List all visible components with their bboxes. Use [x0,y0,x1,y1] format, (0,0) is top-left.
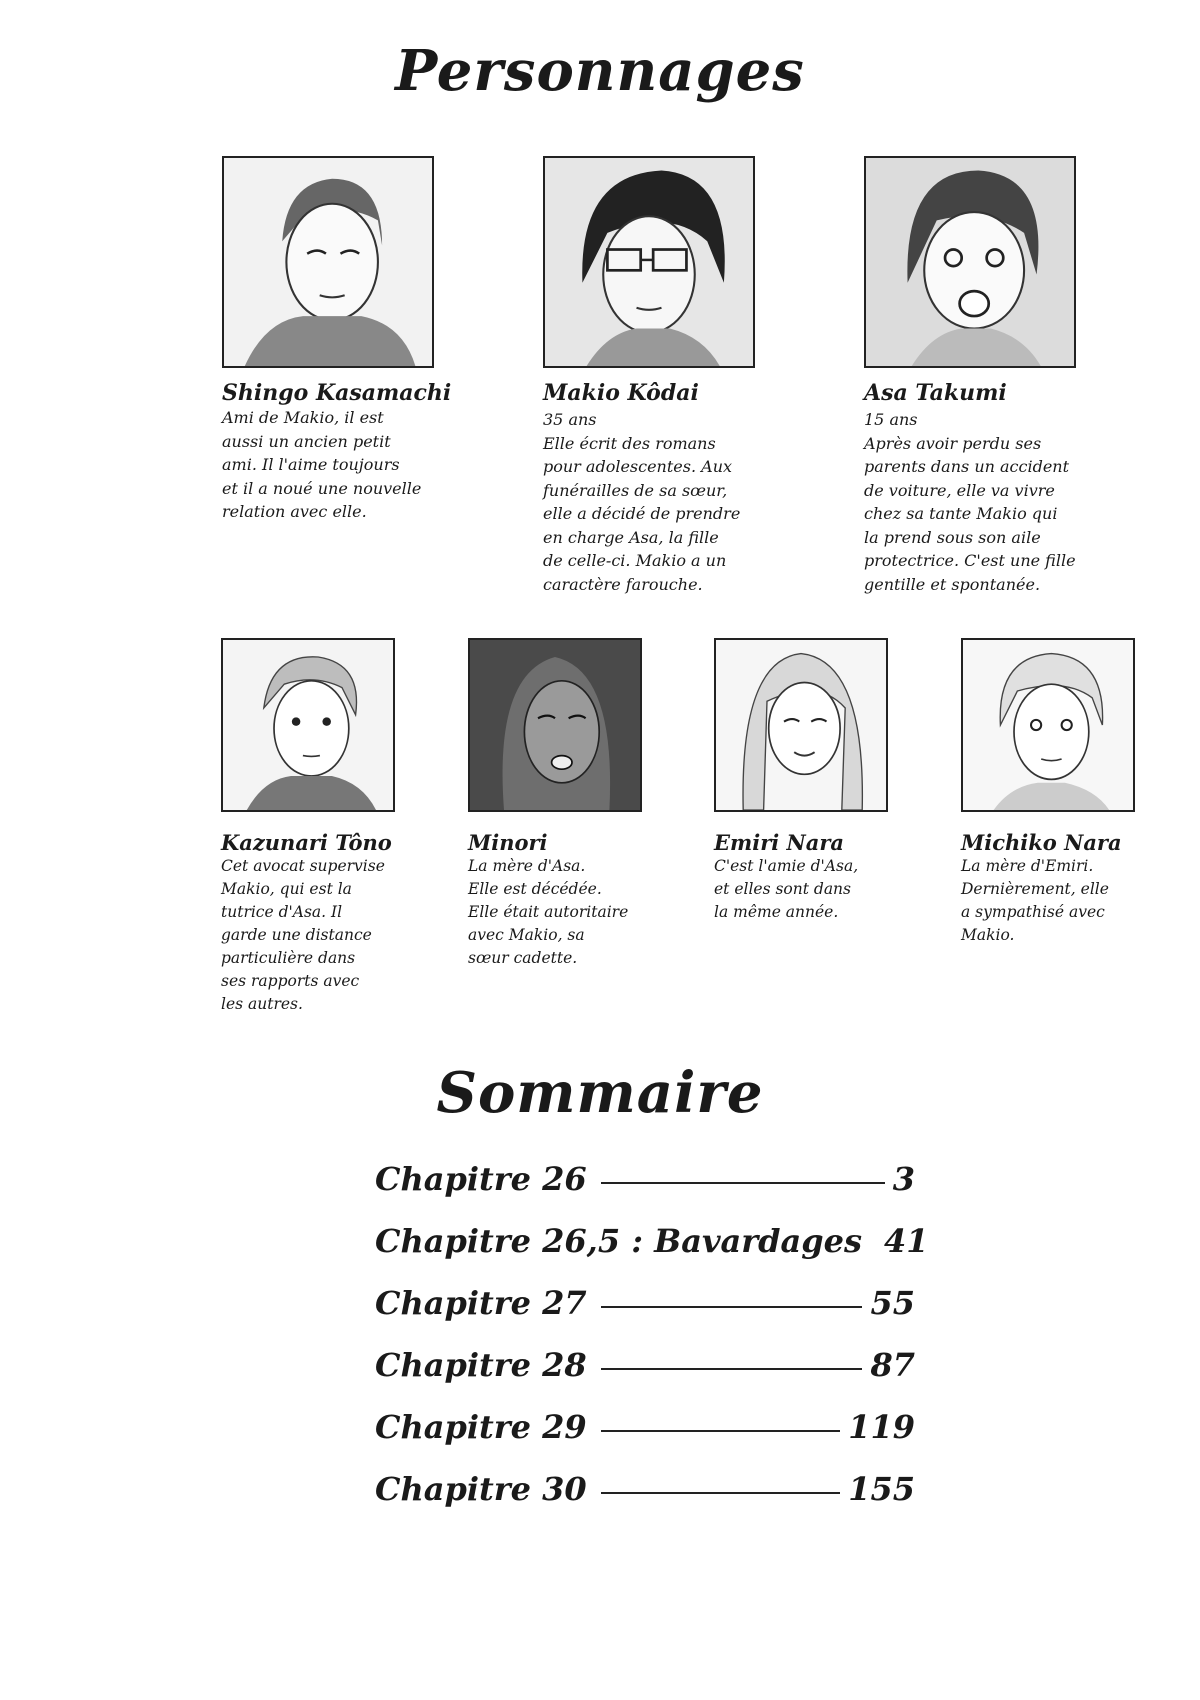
woman-dark-portrait-icon [468,638,642,812]
toc-page-number: 119 [848,1408,915,1446]
girl-long-hair-portrait-icon [714,638,888,812]
toc-chapter-label: Chapitre 27 [375,1284,587,1322]
table-of-contents [375,1160,929,1532]
character-description: Elle écrit des romans pour adolescentes. Aux funérailles de sa sœur, elle a décidé de prendre en charge Asa, la fille de celle-ci. Makio a un caractère farouche. [543,433,741,594]
toc-page-number: 3 [892,1160,915,1198]
toc-page-number: 55 [870,1284,915,1322]
girl-portrait-icon [864,156,1076,368]
toc-leader-line [601,1306,863,1308]
character-card-makio [543,156,755,596]
toc-leader-line [601,1182,885,1184]
woman-portrait-icon [961,638,1135,812]
character-name: Emiri Nara [714,830,845,855]
character-name: Shingo Kasamachi [222,380,452,406]
character-age: 15 ans [864,410,918,429]
character-name: Makio Kôdai [543,380,699,406]
toc-chapter-label: Chapitre 29 [375,1408,587,1446]
character-description: Ami de Makio, il est aussi un ancien petit ami. Il l'aime toujours et il a noué une nouvelle relation avec elle. [222,408,422,521]
toc-leader-line [601,1368,863,1370]
character-card-michiko [961,638,1135,947]
toc-chapter-label: Chapitre 28 [375,1346,587,1384]
character-description: La mère d'Emiri. Dernièrement, elle a sympathisé avec Makio. [961,857,1109,944]
character-name: Michiko Nara [961,830,1122,855]
character-description: La mère d'Asa. Elle est décédée. Elle était autoritaire avec Makio, sa sœur cadette. [468,857,629,967]
toc-entry[interactable] [375,1160,915,1222]
character-name: Asa Takumi [864,380,1007,406]
character-description: Cet avocat supervise Makio, qui est la tutrice d'Asa. Il garde une distance particulière dans ses rapports avec les autres. [221,857,385,1013]
character-card-shingo [222,156,451,524]
character-card-emiri [714,638,888,924]
toc-entry[interactable] [375,1346,915,1408]
character-description: C'est l'amie d'Asa, et elles sont dans la même année. [714,857,859,921]
woman-glasses-portrait-icon [543,156,755,368]
toc-entry[interactable] [375,1408,915,1470]
man-portrait-icon [222,156,434,368]
toc-page-number: 87 [870,1346,915,1384]
man-portrait-icon [221,638,395,812]
toc-entry[interactable] [375,1222,929,1284]
character-description: Après avoir perdu ses parents dans un accident de voiture, elle va vivre chez sa tante Makio qui la prend sous son aile protectrice. C'est une fille gentille et spontanée. [864,433,1076,594]
toc-leader-line [601,1492,841,1494]
toc-leader-line [601,1430,841,1432]
character-card-minori [468,638,642,970]
toc-entry[interactable] [375,1284,915,1346]
toc-page-number: 41 [884,1222,929,1260]
toc-page-number: 155 [848,1470,915,1508]
personnages-title: Personnages [395,38,805,104]
character-name: Kazunari Tôno [221,830,392,855]
character-card-kazunari [221,638,395,1016]
toc-chapter-label: Chapitre 26,5 : Bavardages [375,1222,862,1260]
toc-entry[interactable] [375,1470,915,1532]
character-card-asa [864,156,1076,596]
toc-chapter-label: Chapitre 30 [375,1470,587,1508]
character-name: Minori [468,830,548,855]
toc-chapter-label: Chapitre 26 [375,1160,587,1198]
character-age: 35 ans [543,410,597,429]
sommaire-title: Sommaire [436,1060,764,1126]
